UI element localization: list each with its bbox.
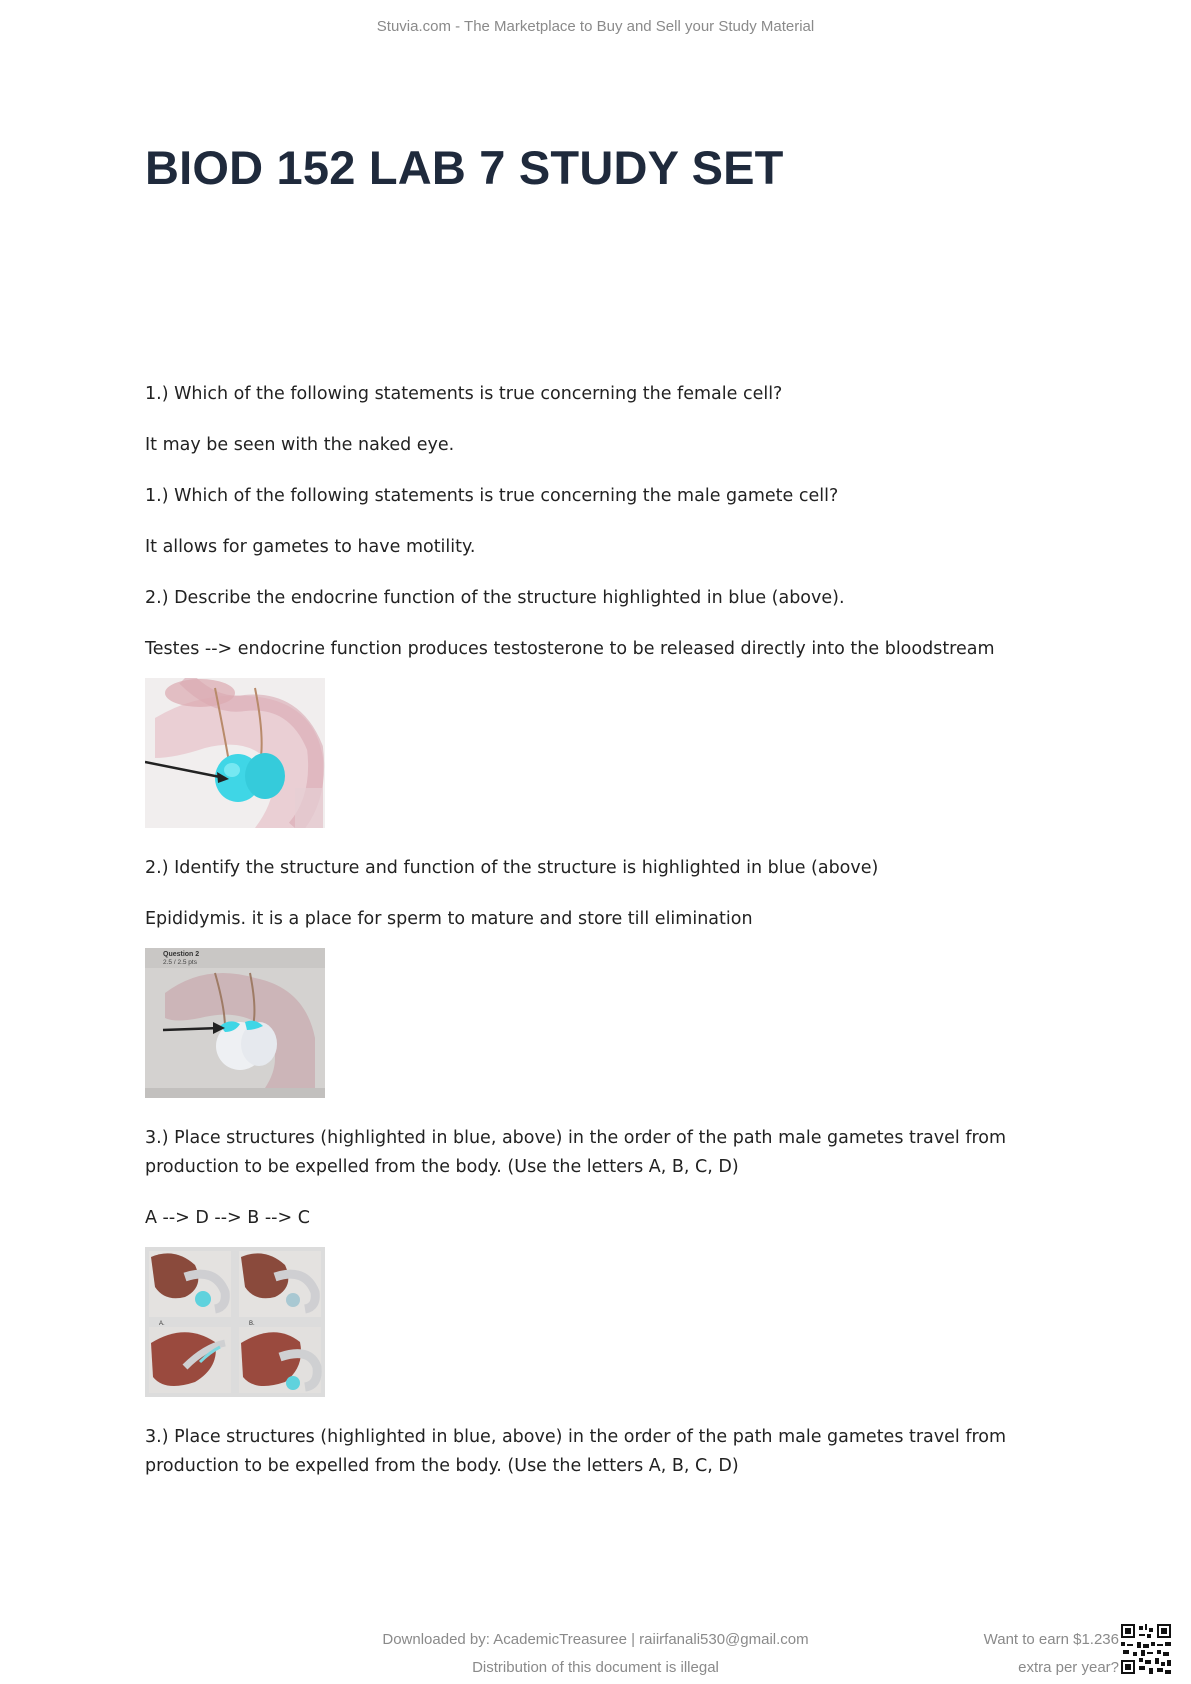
panel-c xyxy=(149,1327,231,1393)
qr-code-icon[interactable] xyxy=(1121,1624,1171,1674)
question-2b: 2.) Identify the structure and function of the structure is highlighted in blue (above) xyxy=(145,858,879,878)
document-body xyxy=(145,380,1045,1503)
question-3b: 3.) Place structures (highlighted in blue, above) in the order of the path male gametes travel from production to be expelled from the body. (Use the letters A, B, C, D) xyxy=(145,1427,1007,1476)
figure-points-label: 2.5 / 2.5 pts xyxy=(163,959,197,966)
question-2a: 2.) Describe the endocrine function of the structure highlighted in blue (above). xyxy=(145,588,845,608)
downloaded-by-text: Downloaded by: AcademicTreasuree | raiirfanali530@gmail.com xyxy=(382,1631,809,1648)
question-1b: 1.) Which of the following statements is true concerning the male gamete cell? xyxy=(145,486,839,506)
epididymis-anatomy-image xyxy=(145,948,325,1098)
reproductive-path-panels-image xyxy=(145,1247,325,1397)
answer-2a: Testes --> endocrine function produces testosterone to be released directly into the bloodstream xyxy=(145,639,995,659)
question-3a: 3.) Place structures (highlighted in blue, above) in the order of the path male gametes travel from production to be expelled from the body. (Use the letters A, B, C, D) xyxy=(145,1128,1007,1177)
panel-a xyxy=(149,1251,231,1317)
figure-question-label: Question 2 xyxy=(163,951,200,958)
panel-a-label: A. xyxy=(159,1321,165,1327)
earn-line-2: extra per year? xyxy=(1018,1659,1119,1676)
answer-2b: Epididymis. it is a place for sperm to mature and store till elimination xyxy=(145,909,753,929)
distribution-notice: Distribution of this document is illegal xyxy=(472,1659,719,1676)
document-title: BIOD 152 LAB 7 STUDY SET xyxy=(145,141,784,194)
panel-b xyxy=(239,1251,321,1317)
earn-promo[interactable] xyxy=(984,1626,1119,1682)
answer-1a: It may be seen with the naked eye. xyxy=(145,435,455,455)
earn-line-1: Want to earn $1.236 xyxy=(983,1631,1119,1648)
answer-3a: A --> D --> B --> C xyxy=(145,1208,310,1228)
testes-anatomy-image xyxy=(145,678,325,828)
page-header: Stuvia.com - The Marketplace to Buy and Sell your Study Material xyxy=(376,18,815,35)
question-1a: 1.) Which of the following statements is true concerning the female cell? xyxy=(145,384,783,404)
panel-d xyxy=(239,1327,321,1393)
panel-b-label: B. xyxy=(249,1321,255,1327)
answer-1b: It allows for gametes to have motility. xyxy=(145,537,476,557)
